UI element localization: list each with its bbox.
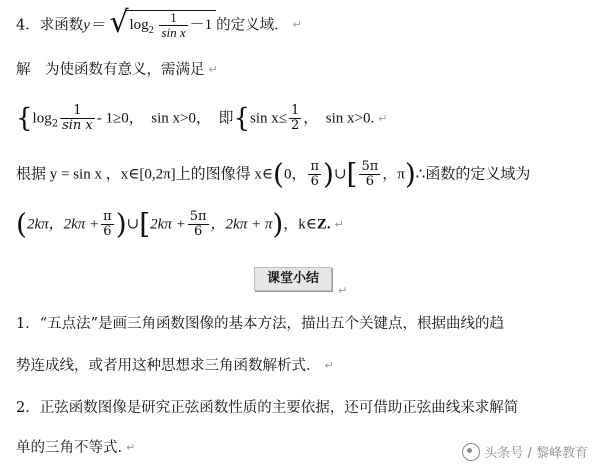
ans-five-pi: 5π: [189, 209, 207, 224]
log-base: 2: [148, 24, 154, 36]
answer-paren-close-2: ): [272, 207, 284, 241]
problem-prefix: 4．求函数: [16, 17, 84, 34]
ans-six-den-2: 6: [193, 224, 203, 239]
return-icon: ↵: [292, 18, 302, 32]
fraction-1-over-sinx: [159, 11, 187, 40]
left-brace-2: {: [233, 103, 251, 134]
problem-line: [16, 5, 302, 41]
paren-open: (: [273, 157, 284, 191]
answer-line: [16, 207, 344, 241]
frac-den: sin x: [161, 25, 186, 40]
answer-bracket-open: [: [139, 207, 151, 241]
half-fraction: [289, 104, 301, 133]
return-icon: ↵: [208, 63, 218, 76]
minus-one: －1: [189, 16, 213, 33]
answer-a: 2kπ，2kπ +: [26, 216, 100, 233]
summary-p2-line1: [16, 398, 518, 418]
return-icon: ↵: [324, 359, 334, 372]
toutiao-logo-icon: [462, 443, 480, 461]
answer-paren-open: (: [16, 207, 27, 241]
five-pi-num: 5π: [361, 159, 379, 174]
conditions-line: [16, 104, 387, 134]
sqrt-expression: [109, 5, 217, 41]
interval-left: 0，: [283, 166, 307, 183]
answer-b: 2kπ +: [150, 216, 186, 233]
problem-suffix: 的定义域．: [216, 17, 289, 34]
cond-fraction: [60, 104, 95, 133]
pi-num: π: [310, 159, 319, 174]
cond2-a: sin x≤: [250, 110, 288, 127]
answer-pi-over-6: [101, 210, 114, 239]
return-icon: ↵: [334, 217, 344, 231]
cond1-tail: - 1≥0， sin x>0， 即: [96, 110, 234, 127]
cond2-tail: ， sin x>0.: [303, 110, 375, 127]
watermark: [462, 442, 588, 461]
six-den: 6: [310, 174, 319, 189]
return-icon: ↵: [126, 441, 136, 454]
radical-sign: √: [109, 5, 129, 40]
answer-c: ，2kπ + π: [210, 216, 273, 233]
union-sign: ∪: [333, 166, 347, 183]
comma-pi: ，π: [382, 166, 405, 183]
cond-frac-num: 1: [60, 104, 95, 119]
left-brace: {: [16, 103, 33, 134]
pi-over-6: [308, 160, 321, 189]
summary-p1-line1: [16, 314, 504, 334]
cond-frac-den: sin x: [62, 118, 93, 133]
answer-paren-close: ): [115, 207, 127, 241]
return-icon: ↵: [338, 284, 348, 297]
return-icon: ↵: [378, 111, 388, 125]
half-den: 2: [291, 118, 300, 133]
bracket-open: [: [346, 157, 358, 191]
frac-num: 1: [159, 11, 187, 26]
half-num: 1: [291, 103, 300, 118]
summary-badge: 课堂小结: [254, 267, 332, 291]
problem-y: y＝: [83, 17, 105, 34]
paren-close-2: ): [404, 157, 416, 191]
cond-log-base: 2: [51, 118, 59, 130]
six-den-2: 6: [365, 174, 374, 189]
p1-line2-text: 势连成线，或者用这种思想求三角函数解析式．: [16, 358, 321, 374]
log-text: log: [129, 16, 149, 33]
summary-p1-line2: [16, 356, 334, 376]
watermark-text: 头条号 / 黎峰教育: [484, 446, 588, 461]
five-pi-over-6: [359, 160, 380, 189]
answer-tail: ，k∈: [283, 216, 317, 233]
integers-Z: Z.: [316, 216, 331, 233]
sqrt-content: [126, 10, 217, 41]
answer-union: ∪: [126, 216, 140, 233]
graph-tail: ∴函数的定义域为: [415, 166, 531, 183]
p1-line1-text: 1．“五点法”是画三角函数图像的基本方法，描出五个关键点，根据曲线的趋: [16, 316, 505, 332]
cond-log: log: [32, 110, 52, 127]
intro-text: 解 为使函数有意义，需满足: [16, 62, 205, 78]
solution-intro: [16, 60, 218, 80]
summary-p2-line2: [16, 438, 135, 458]
ans-six-den: 6: [103, 224, 112, 239]
p2-line1-text: 2．正弦函数图像是研究正弦函数性质的主要依据，还可借助正弦曲线来求解简: [16, 400, 519, 416]
graph-text: 根据 y = sin x ，x∈[0,2π]上的图像得 x∈: [16, 166, 273, 183]
p2-line2-text: 单的三角不等式.: [16, 440, 123, 456]
paren-close: ): [323, 157, 334, 191]
answer-five-pi-over-6: [188, 210, 209, 239]
ans-pi-num: π: [103, 209, 112, 224]
graph-line: [16, 157, 531, 191]
